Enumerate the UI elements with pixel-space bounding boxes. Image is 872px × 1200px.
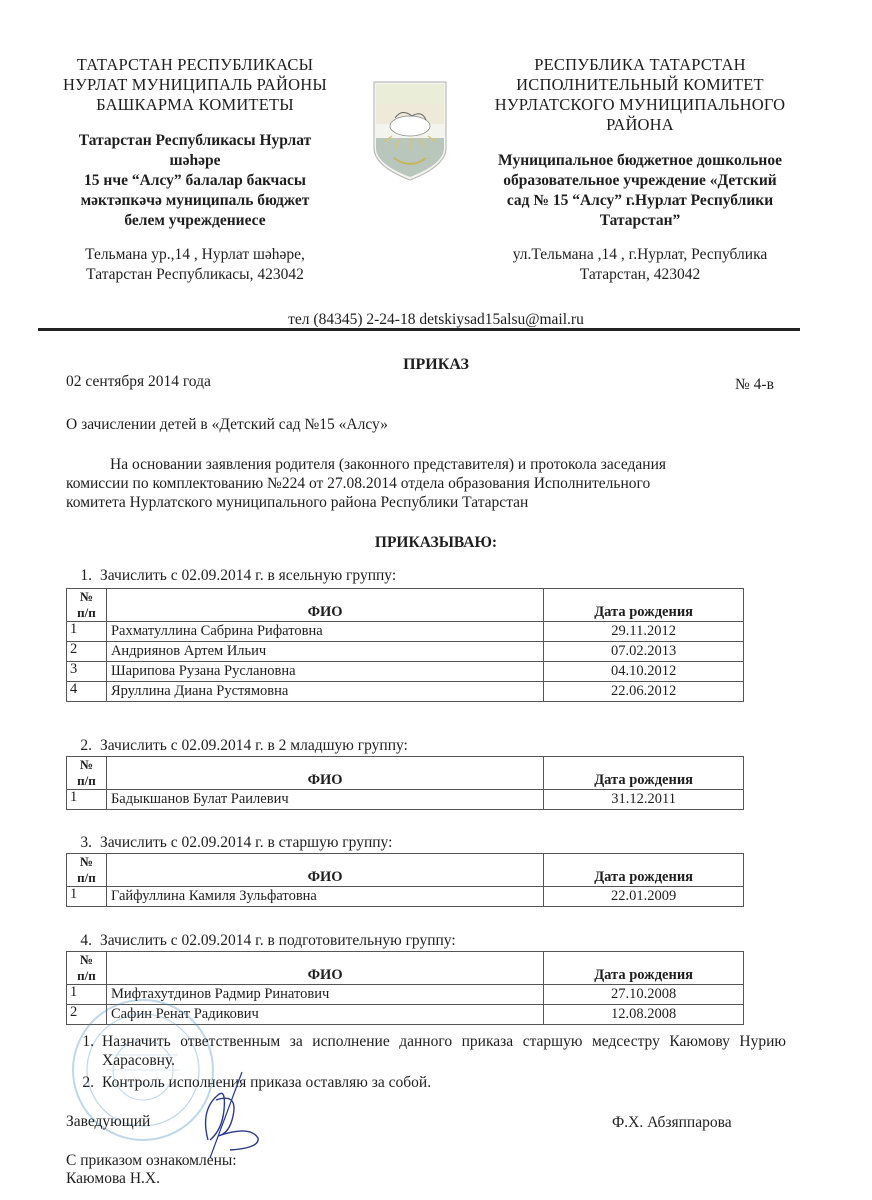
document-subject: О зачислении детей в «Детский сад №15 «Алсу» bbox=[66, 416, 388, 433]
header-right-title: РЕСПУБЛИКА ТАТАРСТАН ИСПОЛНИТЕЛЬНЫЙ КОМИТЕТ НУРЛАТСКОГО МУНИЦИПАЛЬНОГО РАЙОНА bbox=[494, 55, 786, 134]
header-left-title: ТАТАРСТАН РЕСПУБЛИКАСЫ НУРЛАТ МУНИЦИПАЛЬ РАЙОНЫ БАШКАРМА КОМИТЕТЫ bbox=[63, 55, 327, 114]
order-heading: ПРИКАЗЫВАЮ: bbox=[374, 534, 498, 551]
signatory-role: Заведующий bbox=[66, 1113, 151, 1130]
header-divider bbox=[38, 328, 800, 331]
list-item: 2. Контроль исполнения приказа оставляю за собой. bbox=[82, 1074, 432, 1091]
header-right-block bbox=[470, 55, 810, 285]
signature-icon bbox=[180, 1070, 290, 1160]
list-item: 1. Назначить ответственным за исполнение данного приказа старшую медсестру Каюмову Нурию Харасовну. bbox=[82, 1033, 786, 1069]
document-title: ПРИКАЗ bbox=[403, 356, 469, 373]
document-date: 02 сентября 2014 года bbox=[66, 373, 211, 390]
table-row: 2 Андриянов Артем Ильич 07.02.2013 bbox=[67, 642, 744, 662]
table-header-row: № п/п ФИО Дата рождения bbox=[67, 757, 744, 790]
table-row: 4 Яруллина Диана Рустямовна 22.06.2012 bbox=[67, 682, 744, 702]
group-4-label: 4. Зачислить с 02.09.2014 г. в подготовительную группу: bbox=[80, 932, 456, 949]
signatory-name: Ф.Х. Абзяппарова bbox=[612, 1114, 732, 1131]
group-2-label: 2. Зачислить с 02.09.2014 г. в 2 младшую группу: bbox=[80, 737, 408, 754]
basis-paragraph: На основании заявления родителя (законного представителя) и протокола заседания комиссии по комплектованию №224 от 27.08.2014 отдела образования Исполнительного комитета Нурлатского муниципального района Республики Татарстан bbox=[66, 456, 667, 511]
table-row: 1 Рахматуллина Сабрина Рифатовна 29.11.2012 bbox=[67, 622, 744, 642]
coat-of-arms-icon bbox=[370, 78, 450, 183]
header-right-address: ул.Тельмана ,14 , г.Нурлат, Республика Татарстан, 423042 bbox=[512, 246, 768, 283]
group-3-table bbox=[66, 853, 744, 907]
table-row: 1 Бадыкшанов Булат Раилевич 31.12.2011 bbox=[67, 790, 744, 810]
table-header-row: № п/п ФИО Дата рождения bbox=[67, 854, 744, 887]
header-left-address: Тельмана ур.,14 , Нурлат шәһәре, Татарстан Республикасы, 423042 bbox=[85, 246, 305, 283]
table-row: 1 Гайфуллина Камиля Зульфатовна 22.01.2009 bbox=[67, 887, 744, 907]
document-number: № 4-в bbox=[735, 376, 774, 393]
table-header-row: № п/п ФИО Дата рождения bbox=[67, 952, 744, 985]
group-2-table bbox=[66, 756, 744, 810]
group-1-label: 1. Зачислить с 02.09.2014 г. в ясельную группу: bbox=[80, 567, 397, 584]
table-header-row: № п/п ФИО Дата рождения bbox=[67, 589, 744, 622]
table-row: 2 Сафин Ренат Радикович 12.08.2008 bbox=[67, 1005, 744, 1025]
header-left-org: Татарстан Республикасы Нурлат шәһәре 15 нче “Алсу” балалар бакчасы мәктәпкәчә муниципаль бюджет белем учреждениесе bbox=[78, 132, 312, 229]
header-right-org: Муниципальное бюджетное дошкольное образовательное учреждение «Детский сад № 15 “Алсу” г.Нурлат Республики Татарстан” bbox=[498, 152, 782, 229]
contact-line: тел (84345) 2-24-18 detskiysad15alsu@mail.ru bbox=[288, 311, 584, 328]
table-row: 3 Шарипова Рузана Руслановна 04.10.2012 bbox=[67, 662, 744, 682]
group-3-label: 3. Зачислить с 02.09.2014 г. в старшую группу: bbox=[80, 834, 393, 851]
group-1-table bbox=[66, 588, 744, 702]
header-left-block bbox=[40, 55, 350, 285]
table-row: 1 Мифтахутдинов Радмир Ринатович 27.10.2008 bbox=[67, 985, 744, 1005]
final-instructions bbox=[66, 1032, 786, 1092]
acknowledgement-block: С приказом ознакомлены: Каюмова Н.Х. bbox=[66, 1152, 237, 1187]
